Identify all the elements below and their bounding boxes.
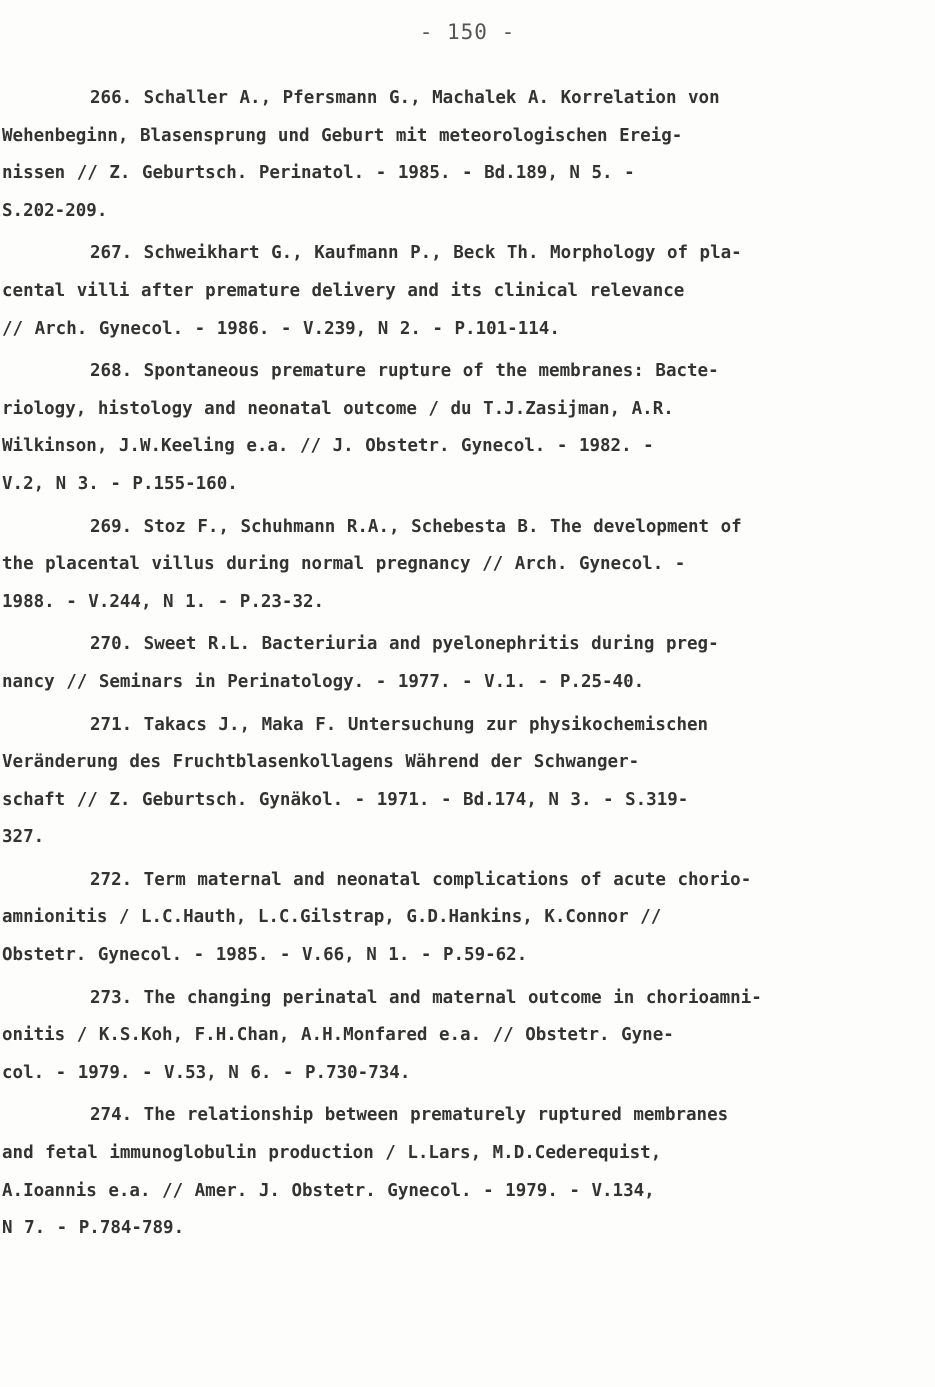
reference-line: 267. Schweikhart G., Kaufmann P., Beck Th. Morphology of pla- [90, 243, 742, 264]
reference-line: 270. Sweet R.L. Bacteriuria and pyelonephritis during preg- [90, 634, 719, 655]
reference-line: schaft // Z. Geburtsch. Gynäkol. - 1971. - Bd.174, N 3. - S.319- [2, 789, 689, 810]
page-number: - 150 - [419, 20, 516, 44]
reference-entry [2, 980, 876, 1093]
reference-line: 268. Spontaneous premature rupture of the membranes: Bacte- [90, 361, 719, 382]
reference-entry [2, 1097, 876, 1247]
reference-entry [2, 626, 876, 701]
reference-line: Wehenbeginn, Blasensprung und Geburt mit meteorologischen Ereig- [2, 125, 683, 146]
reference-line: Obstetr. Gynecol. - 1985. - V.66, N 1. - P.59-62. [2, 945, 528, 966]
reference-line: S.202-209. [2, 200, 108, 221]
reference-line: nissen // Z. Geburtsch. Perinatol. - 1985. - Bd.189, N 5. - [2, 163, 635, 184]
reference-entry [2, 353, 876, 503]
reference-line: col. - 1979. - V.53, N 6. - P.730-734. [2, 1062, 411, 1083]
reference-line: 271. Takacs J., Maka F. Untersuchung zur physikochemischen [90, 714, 709, 735]
reference-line: 269. Stoz F., Schuhmann R.A., Schebesta B. The development of [90, 516, 742, 537]
reference-line: the placental villus during normal pregnancy // Arch. Gynecol. - [2, 554, 686, 575]
reference-line: Veränderung des Fruchtblasenkollagens Während der Schwanger- [2, 752, 640, 773]
reference-entry [2, 509, 876, 622]
reference-line: amnionitis / L.C.Hauth, L.C.Gilstrap, G.D.Hankins, K.Connor // [2, 907, 662, 928]
reference-line: 272. Term maternal and neonatal complications of acute chorio- [90, 869, 752, 890]
reference-line: V.2, N 3. - P.155-160. [2, 473, 238, 494]
reference-line: onitis / K.S.Koh, F.H.Chan, A.H.Monfared e.a. // Obstetr. Gyne- [2, 1025, 674, 1046]
reference-line: // Arch. Gynecol. - 1986. - V.239, N 2. - P.101-114. [2, 318, 560, 339]
reference-line: 266. Schaller A., Pfersmann G., Machalek A. Korrelation von [90, 88, 720, 108]
reference-line: Wilkinson, J.W.Keeling e.a. // J. Obstetr. Gynecol. - 1982. - [2, 436, 654, 457]
reference-entry [2, 707, 876, 857]
reference-line: and fetal immunoglobulin production / L.Lars, M.D.Cederequist, [2, 1143, 662, 1164]
reference-line: cental villi after premature delivery and its clinical relevance [2, 280, 685, 301]
reference-line: A.Ioannis e.a. // Amer. J. Obstetr. Gynecol. - 1979. - V.134, [2, 1180, 655, 1201]
reference-line: 1988. - V.244, N 1. - P.23-32. [2, 591, 325, 612]
reference-line: 274. The relationship between prematurely ruptured membranes [90, 1105, 729, 1126]
reference-list [2, 80, 876, 1253]
reference-line: 327. [2, 827, 45, 848]
reference-line: 273. The changing perinatal and maternal outcome in chorioamni- [90, 987, 762, 1008]
reference-line: N 7. - P.784-789. [2, 1218, 185, 1239]
reference-entry [2, 80, 876, 230]
reference-entry [2, 235, 876, 348]
reference-line: riology, histology and neonatal outcome / du T.J.Zasijman, A.R. [2, 398, 674, 419]
reference-entry [2, 862, 876, 975]
reference-line: nancy // Seminars in Perinatology. - 1977. - V.1. - P.25-40. [2, 671, 645, 692]
